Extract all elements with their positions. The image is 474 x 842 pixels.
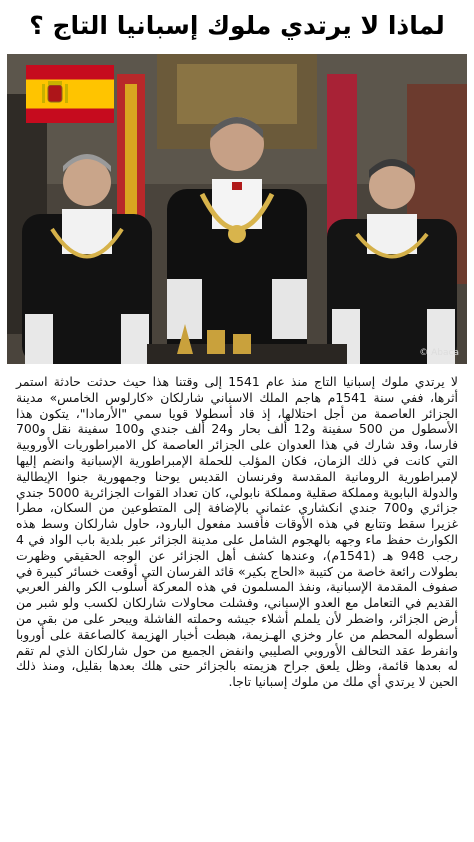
article-title: لماذا لا يرتدي ملوك إسبانيا التاج ؟ [29,11,445,40]
photo-credit: © Abaca [419,348,459,358]
article-body: لا يرتدي ملوك إسبانيا التاج منذ عام 1541 إلى وقتنا هذا حيث حدثت حادثة استمر أثرها، ففي سنة 1541م هاجم الملك الاسباني شارلكان «كارلوس الخامس» مدينة الجزائر العاصمة من أجل احتلالها، إذ قاد أسطولا قويا سمي "الأرمادا"، يتكون هذا الأسطول من 500 سفينة و12 ألف بحار و24 ألف جندي و100 سفينة نقل و700 فارسا، وقد شارك في هذا العدوان على الجزائر العاصمة كل الامبراطوريات الأوروبية التي كانت في ذلك الزمان، فكان المؤلب للحملة الإمبراطورية الإسبانية وانضم إليها لإمبراطورية الرومانية المقدسة وفرنسان القديس يوحنا وجمهورية جنوا الإيطالية والدولة البابوية ومملكة صقلية ومملكة نابولي، كان تعداد القوات الجزائرية 5000 جندي جزائري و700 جندي انكشاري عثماني بالإضافة إلى المتطوعين من السكان، مطرا غزيرا سقط وتتابع في هذه الأوقات فأفسد مفعول البارود، حاول شارلكان وسط هذه الكوارث حفظ ماء وجهه بالهجوم الشامل على مدينة الجزائر عبر بلدية باب الواد في 4 رجب 948 هـ (1541م)، وعندها كشف أهل الجزائر عن الوجه الحقيقي وظهرت بطولات رائعة خاصة من كتيبة «الحاج بكير» قائد الفرسان التي أوقعت خسائر كبيرة في صفوف المقدمة الإسبانية، ونفذ المسلمون في هذه المعركة أسلوب الكر والفر العربي القديم في التعامل مع العدو الإسباني، وفشلت محاولات شارلكان لكسب ولو شبر من أرض الجزائر، واضطر لأن يلملم أشلاء جيشه وحملته الفاشلة ويبحر على من بقي من أسطوله المحطم من عار وخزي الهـزيمة، هبطت أخبار الهزيمة كالصاعقة على أوروبا وانفرط عقد التحالف الأوروبي الصليبي وانفض الجميع من حول شارلكان الذي لم تقم له بعدها قائمة، وظل يلعق جراح هزيمته بالجزائر حتى هلك بعدها بقليل، ومنذ ذلك الحين لا يرتدي أي ملك من ملوك إسبانيا تاجا. [16,374,459,690]
spain-flag-icon [26,65,114,123]
article-photo [7,54,467,364]
